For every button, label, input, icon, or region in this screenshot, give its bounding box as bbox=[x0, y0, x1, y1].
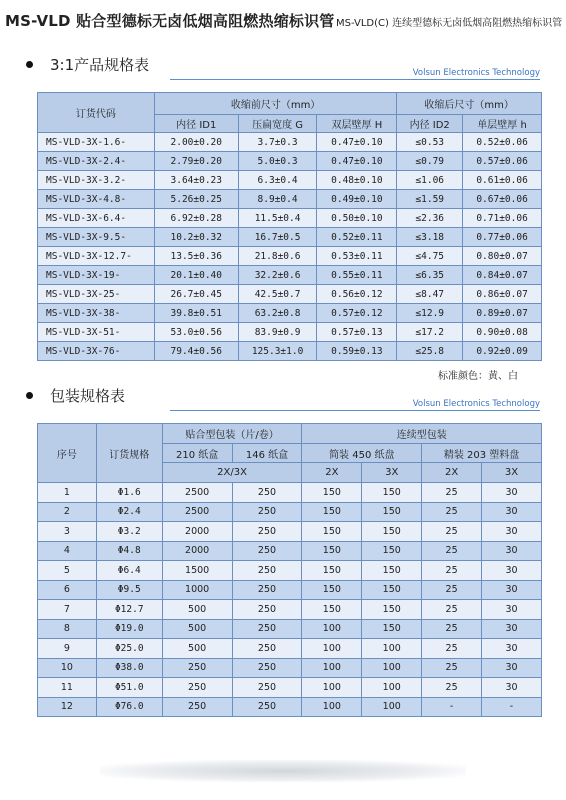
cell-double-wall: 0.52±0.11 bbox=[317, 228, 397, 247]
cell-box146: 250 bbox=[232, 483, 302, 503]
cell-id2: ≤4.75 bbox=[397, 247, 463, 266]
cell-spec: Φ1.6 bbox=[96, 483, 162, 503]
cell-double-wall: 0.57±0.12 bbox=[317, 304, 397, 323]
header-flat-width: 压扁宽度 G bbox=[238, 115, 317, 133]
cell-simple-2x: 150 bbox=[302, 502, 362, 522]
cell-simple-2x: 100 bbox=[302, 639, 362, 659]
cell-order-code: MS-VLD-3X-4.8- bbox=[38, 190, 155, 209]
cell-double-wall: 0.56±0.12 bbox=[317, 285, 397, 304]
section-title: 包装规格表 bbox=[50, 387, 126, 405]
cell-id2: ≤3.18 bbox=[397, 228, 463, 247]
cell-simple-3x: 150 bbox=[362, 522, 422, 542]
header-spec: 订货规格 bbox=[96, 424, 162, 483]
cell-fine-2x: 25 bbox=[422, 483, 482, 503]
cell-simple-3x: 100 bbox=[362, 697, 422, 717]
spec-table bbox=[37, 92, 542, 361]
cell-simple-3x: 150 bbox=[362, 561, 422, 581]
cell-box146: 250 bbox=[232, 658, 302, 678]
cell-flat-width: 16.7±0.5 bbox=[238, 228, 317, 247]
cell-simple-2x: 100 bbox=[302, 619, 362, 639]
page-subtitle: MS-VLD(C) 连续型德标无卤低烟高阻燃热缩标识管 bbox=[336, 18, 563, 29]
cell-id1: 2.79±0.20 bbox=[154, 152, 238, 171]
table-row bbox=[38, 639, 542, 659]
cell-box146: 250 bbox=[232, 561, 302, 581]
header-2x: 2X bbox=[302, 463, 362, 483]
cell-simple-2x: 150 bbox=[302, 561, 362, 581]
cell-spec: Φ38.0 bbox=[96, 658, 162, 678]
cell-single-wall: 0.90±0.08 bbox=[463, 323, 542, 342]
cell-fine-3x: 30 bbox=[482, 580, 542, 600]
cell-seq: 1 bbox=[38, 483, 97, 503]
table-row bbox=[38, 522, 542, 542]
header-single-wall: 单层壁厚 h bbox=[463, 115, 542, 133]
cell-box146: 250 bbox=[232, 678, 302, 698]
cell-simple-2x: 150 bbox=[302, 580, 362, 600]
table-row bbox=[38, 619, 542, 639]
cell-seq: 2 bbox=[38, 502, 97, 522]
table-row bbox=[38, 171, 542, 190]
cell-flat-width: 8.9±0.4 bbox=[238, 190, 317, 209]
page-title: MS-VLD 贴合型德标无卤低烟高阻燃热缩标识管 bbox=[5, 12, 335, 30]
cell-order-code: MS-VLD-3X-76- bbox=[38, 342, 155, 361]
cell-seq: 4 bbox=[38, 541, 97, 561]
cell-flat-width: 21.8±0.6 bbox=[238, 247, 317, 266]
cell-id1: 2.00±0.20 bbox=[154, 133, 238, 152]
cell-id1: 20.1±0.40 bbox=[154, 266, 238, 285]
section-title: 3:1产品规格表 bbox=[50, 56, 150, 74]
cell-double-wall: 0.49±0.10 bbox=[317, 190, 397, 209]
spec-table-body bbox=[38, 133, 542, 361]
cell-flat-width: 11.5±0.4 bbox=[238, 209, 317, 228]
cell-spec: Φ19.0 bbox=[96, 619, 162, 639]
cell-spec: Φ9.5 bbox=[96, 580, 162, 600]
cell-spec: Φ51.0 bbox=[96, 678, 162, 698]
cell-id2: ≤17.2 bbox=[397, 323, 463, 342]
cell-simple-3x: 150 bbox=[362, 600, 422, 620]
standard-color-note: 标准颜色：黄、白 bbox=[438, 371, 518, 382]
cell-flat-width: 42.5±0.7 bbox=[238, 285, 317, 304]
table-row bbox=[38, 228, 542, 247]
cell-fine-3x: 30 bbox=[482, 561, 542, 581]
header-3x: 3X bbox=[362, 463, 422, 483]
cell-id2: ≤12.9 bbox=[397, 304, 463, 323]
table-row bbox=[38, 323, 542, 342]
cell-id1: 10.2±0.32 bbox=[154, 228, 238, 247]
cell-id1: 26.7±0.45 bbox=[154, 285, 238, 304]
cell-double-wall: 0.55±0.11 bbox=[317, 266, 397, 285]
cell-seq: 5 bbox=[38, 561, 97, 581]
cell-single-wall: 0.80±0.07 bbox=[463, 247, 542, 266]
cell-box146: 250 bbox=[232, 580, 302, 600]
table-row bbox=[38, 266, 542, 285]
table-row bbox=[38, 133, 542, 152]
cell-double-wall: 0.57±0.13 bbox=[317, 323, 397, 342]
cell-spec: Φ4.8 bbox=[96, 541, 162, 561]
cell-fine-3x: 30 bbox=[482, 678, 542, 698]
cell-fine-2x: 25 bbox=[422, 639, 482, 659]
header-box210: 210 纸盒 bbox=[162, 444, 232, 463]
cell-simple-3x: 150 bbox=[362, 580, 422, 600]
header-2x3x: 2X/3X bbox=[162, 463, 302, 483]
cell-fine-3x: 30 bbox=[482, 502, 542, 522]
section-pack-heading bbox=[0, 383, 566, 413]
header-fine203: 精装 203 塑料盘 bbox=[422, 444, 542, 463]
cell-fine-2x: - bbox=[422, 697, 482, 717]
cell-box146: 250 bbox=[232, 697, 302, 717]
cell-single-wall: 0.84±0.07 bbox=[463, 266, 542, 285]
cell-seq: 8 bbox=[38, 619, 97, 639]
header-simple450: 简装 450 纸盘 bbox=[302, 444, 422, 463]
cell-fine-2x: 25 bbox=[422, 678, 482, 698]
page-header bbox=[0, 0, 566, 40]
cell-spec: Φ25.0 bbox=[96, 639, 162, 659]
cell-id2: ≤2.36 bbox=[397, 209, 463, 228]
cell-simple-2x: 100 bbox=[302, 658, 362, 678]
cell-flat-width: 83.9±0.9 bbox=[238, 323, 317, 342]
header-box146: 146 纸盒 bbox=[232, 444, 302, 463]
cell-spec: Φ12.7 bbox=[96, 600, 162, 620]
cell-seq: 9 bbox=[38, 639, 97, 659]
table-row bbox=[38, 190, 542, 209]
cell-simple-3x: 100 bbox=[362, 658, 422, 678]
cell-double-wall: 0.47±0.10 bbox=[317, 152, 397, 171]
cell-id2: ≤25.8 bbox=[397, 342, 463, 361]
cell-simple-2x: 150 bbox=[302, 522, 362, 542]
table-row bbox=[38, 342, 542, 361]
cell-order-code: MS-VLD-3X-1.6- bbox=[38, 133, 155, 152]
cell-seq: 3 bbox=[38, 522, 97, 542]
cell-box210: 500 bbox=[162, 600, 232, 620]
cell-double-wall: 0.50±0.10 bbox=[317, 209, 397, 228]
table-row bbox=[38, 561, 542, 581]
section-divider bbox=[170, 410, 540, 411]
cell-spec: Φ76.0 bbox=[96, 697, 162, 717]
bullet-icon bbox=[26, 392, 33, 399]
cell-box210: 500 bbox=[162, 639, 232, 659]
cell-simple-2x: 150 bbox=[302, 541, 362, 561]
cell-id1: 13.5±0.36 bbox=[154, 247, 238, 266]
cell-id2: ≤0.53 bbox=[397, 133, 463, 152]
cell-order-code: MS-VLD-3X-2.4- bbox=[38, 152, 155, 171]
cell-single-wall: 0.89±0.07 bbox=[463, 304, 542, 323]
cell-box210: 500 bbox=[162, 619, 232, 639]
cell-simple-2x: 100 bbox=[302, 697, 362, 717]
cell-spec: Φ2.4 bbox=[96, 502, 162, 522]
cell-flat-width: 5.0±0.3 bbox=[238, 152, 317, 171]
table-row bbox=[38, 247, 542, 266]
cell-order-code: MS-VLD-3X-6.4- bbox=[38, 209, 155, 228]
pack-table bbox=[37, 423, 542, 717]
cell-single-wall: 0.71±0.06 bbox=[463, 209, 542, 228]
pack-table-body bbox=[38, 483, 542, 717]
cell-id1: 3.64±0.23 bbox=[154, 171, 238, 190]
cell-fine-2x: 25 bbox=[422, 600, 482, 620]
cell-order-code: MS-VLD-3X-12.7- bbox=[38, 247, 155, 266]
cell-single-wall: 0.92±0.09 bbox=[463, 342, 542, 361]
cell-box146: 250 bbox=[232, 639, 302, 659]
cell-id2: ≤8.47 bbox=[397, 285, 463, 304]
cell-box210: 250 bbox=[162, 678, 232, 698]
cell-double-wall: 0.59±0.13 bbox=[317, 342, 397, 361]
brand-text: Volsun Electronics Technology bbox=[412, 68, 540, 78]
cell-simple-3x: 100 bbox=[362, 639, 422, 659]
cell-id2: ≤1.59 bbox=[397, 190, 463, 209]
cell-simple-3x: 150 bbox=[362, 541, 422, 561]
cell-box146: 250 bbox=[232, 619, 302, 639]
cell-fine-3x: 30 bbox=[482, 658, 542, 678]
cell-box210: 2500 bbox=[162, 483, 232, 503]
cell-order-code: MS-VLD-3X-3.2- bbox=[38, 171, 155, 190]
cell-simple-2x: 150 bbox=[302, 483, 362, 503]
cell-single-wall: 0.52±0.06 bbox=[463, 133, 542, 152]
cell-box210: 2000 bbox=[162, 522, 232, 542]
cell-id1: 6.92±0.28 bbox=[154, 209, 238, 228]
cell-fine-2x: 25 bbox=[422, 522, 482, 542]
cell-single-wall: 0.77±0.06 bbox=[463, 228, 542, 247]
cell-fine-3x: 30 bbox=[482, 483, 542, 503]
cell-id1: 79.4±0.56 bbox=[154, 342, 238, 361]
cell-simple-2x: 150 bbox=[302, 600, 362, 620]
table-row bbox=[38, 152, 542, 171]
header-order-code: 订货代码 bbox=[38, 93, 155, 133]
header-3x: 3X bbox=[482, 463, 542, 483]
cell-spec: Φ3.2 bbox=[96, 522, 162, 542]
header-double-wall: 双层壁厚 H bbox=[317, 115, 397, 133]
cell-flat-width: 125.3±1.0 bbox=[238, 342, 317, 361]
table-row bbox=[38, 502, 542, 522]
cell-order-code: MS-VLD-3X-38- bbox=[38, 304, 155, 323]
brand-text: Volsun Electronics Technology bbox=[412, 399, 540, 409]
cell-box210: 2000 bbox=[162, 541, 232, 561]
cell-simple-3x: 100 bbox=[362, 678, 422, 698]
table-row bbox=[38, 697, 542, 717]
cell-simple-3x: 150 bbox=[362, 619, 422, 639]
cell-id1: 5.26±0.25 bbox=[154, 190, 238, 209]
header-2x: 2X bbox=[422, 463, 482, 483]
table-row bbox=[38, 285, 542, 304]
header-id2: 内径 ID2 bbox=[397, 115, 463, 133]
table-row bbox=[38, 209, 542, 228]
table-row bbox=[38, 600, 542, 620]
cell-id2: ≤1.06 bbox=[397, 171, 463, 190]
cell-seq: 7 bbox=[38, 600, 97, 620]
header-bonded: 贴合型包装（片/卷） bbox=[162, 424, 302, 444]
cell-order-code: MS-VLD-3X-25- bbox=[38, 285, 155, 304]
cell-fine-2x: 25 bbox=[422, 561, 482, 581]
table-row bbox=[38, 541, 542, 561]
cell-seq: 12 bbox=[38, 697, 97, 717]
cell-fine-2x: 25 bbox=[422, 541, 482, 561]
cell-box146: 250 bbox=[232, 600, 302, 620]
cell-fine-3x: 30 bbox=[482, 639, 542, 659]
cell-flat-width: 32.2±0.6 bbox=[238, 266, 317, 285]
cell-double-wall: 0.53±0.11 bbox=[317, 247, 397, 266]
table-row bbox=[38, 580, 542, 600]
cell-simple-3x: 150 bbox=[362, 483, 422, 503]
cell-single-wall: 0.61±0.06 bbox=[463, 171, 542, 190]
cell-fine-2x: 25 bbox=[422, 580, 482, 600]
cell-box210: 2500 bbox=[162, 502, 232, 522]
table-row bbox=[38, 304, 542, 323]
cell-seq: 6 bbox=[38, 580, 97, 600]
cell-spec: Φ6.4 bbox=[96, 561, 162, 581]
cell-flat-width: 6.3±0.4 bbox=[238, 171, 317, 190]
cell-order-code: MS-VLD-3X-9.5- bbox=[38, 228, 155, 247]
cell-id1: 53.0±0.56 bbox=[154, 323, 238, 342]
cell-id2: ≤0.79 bbox=[397, 152, 463, 171]
cell-single-wall: 0.86±0.07 bbox=[463, 285, 542, 304]
cell-id1: 39.8±0.51 bbox=[154, 304, 238, 323]
cell-box146: 250 bbox=[232, 541, 302, 561]
cell-single-wall: 0.57±0.06 bbox=[463, 152, 542, 171]
cell-fine-3x: 30 bbox=[482, 619, 542, 639]
cell-box146: 250 bbox=[232, 522, 302, 542]
cell-fine-3x: - bbox=[482, 697, 542, 717]
cell-id2: ≤6.35 bbox=[397, 266, 463, 285]
cell-simple-3x: 150 bbox=[362, 502, 422, 522]
cell-seq: 11 bbox=[38, 678, 97, 698]
page-shadow bbox=[100, 760, 466, 782]
bullet-icon bbox=[26, 61, 33, 68]
section-divider bbox=[170, 79, 540, 80]
table-row bbox=[38, 678, 542, 698]
section-spec-heading bbox=[0, 52, 566, 82]
cell-box146: 250 bbox=[232, 502, 302, 522]
cell-fine-3x: 30 bbox=[482, 541, 542, 561]
cell-order-code: MS-VLD-3X-19- bbox=[38, 266, 155, 285]
header-before-shrink: 收缩前尺寸（mm） bbox=[154, 93, 396, 115]
cell-double-wall: 0.47±0.10 bbox=[317, 133, 397, 152]
cell-order-code: MS-VLD-3X-51- bbox=[38, 323, 155, 342]
table-row bbox=[38, 483, 542, 503]
cell-double-wall: 0.48±0.10 bbox=[317, 171, 397, 190]
cell-box210: 250 bbox=[162, 697, 232, 717]
cell-flat-width: 3.7±0.3 bbox=[238, 133, 317, 152]
cell-fine-3x: 30 bbox=[482, 522, 542, 542]
cell-flat-width: 63.2±0.8 bbox=[238, 304, 317, 323]
cell-fine-2x: 25 bbox=[422, 658, 482, 678]
cell-fine-2x: 25 bbox=[422, 619, 482, 639]
cell-box210: 1000 bbox=[162, 580, 232, 600]
table-row bbox=[38, 658, 542, 678]
cell-box210: 250 bbox=[162, 658, 232, 678]
cell-seq: 10 bbox=[38, 658, 97, 678]
header-id1: 内径 ID1 bbox=[154, 115, 238, 133]
cell-single-wall: 0.67±0.06 bbox=[463, 190, 542, 209]
cell-box210: 1500 bbox=[162, 561, 232, 581]
header-after-shrink: 收缩后尺寸（mm） bbox=[397, 93, 542, 115]
cell-fine-2x: 25 bbox=[422, 502, 482, 522]
header-continuous: 连续型包装 bbox=[302, 424, 542, 444]
header-seq: 序号 bbox=[38, 424, 97, 483]
cell-fine-3x: 30 bbox=[482, 600, 542, 620]
cell-simple-2x: 100 bbox=[302, 678, 362, 698]
